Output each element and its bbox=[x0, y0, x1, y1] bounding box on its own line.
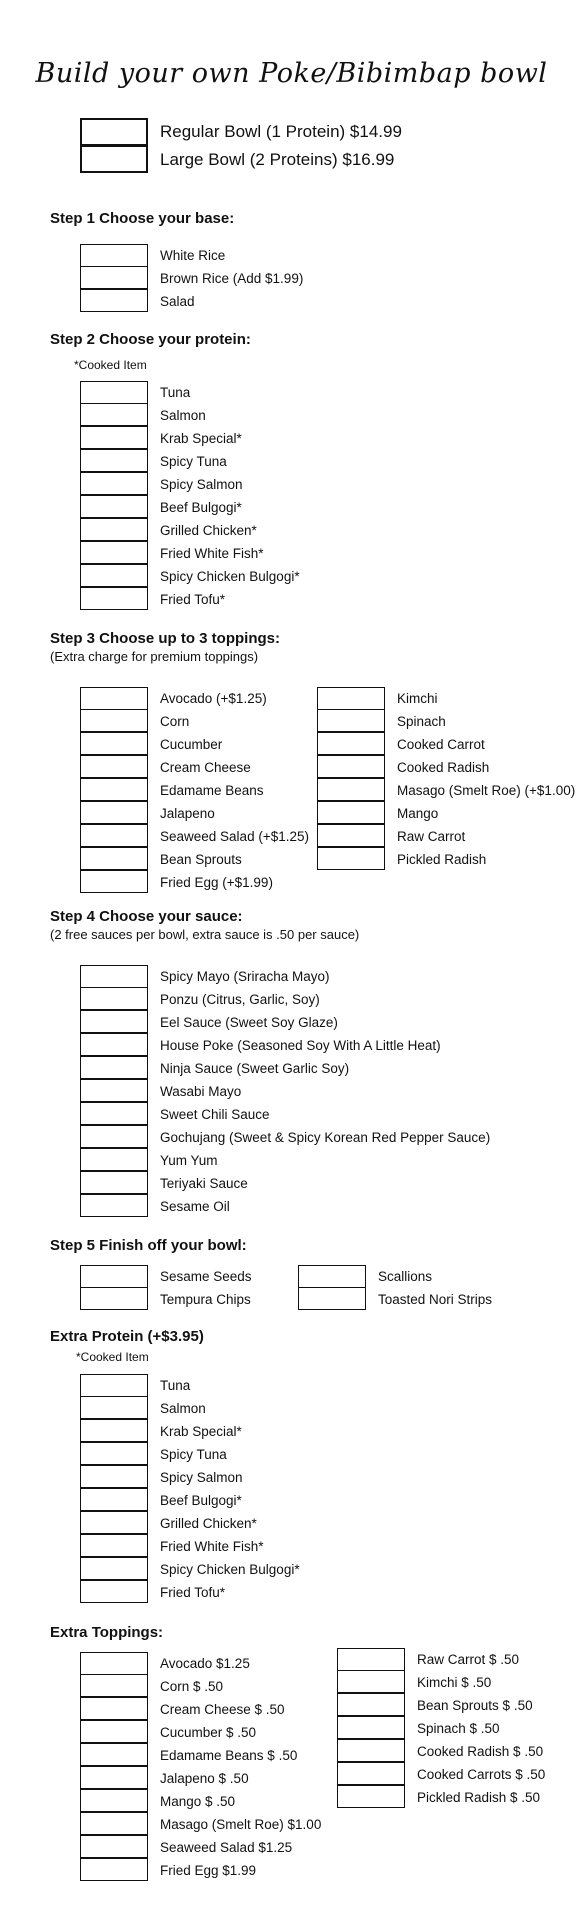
option-label: Jalapeno $ .50 bbox=[160, 1771, 249, 1786]
checkbox[interactable] bbox=[80, 289, 148, 312]
option-row[interactable] bbox=[80, 779, 309, 802]
option-label: Spicy Salmon bbox=[160, 477, 243, 492]
option-label: Krab Special* bbox=[160, 431, 242, 446]
option-label: Fried White Fish* bbox=[160, 546, 264, 561]
checkbox[interactable] bbox=[80, 1812, 148, 1835]
checkbox[interactable] bbox=[80, 145, 148, 173]
option-label: Sesame Seeds bbox=[160, 1269, 252, 1284]
option-row[interactable] bbox=[298, 1265, 492, 1288]
option-label: Beef Bulgogi* bbox=[160, 500, 242, 515]
option-row[interactable] bbox=[80, 1512, 300, 1535]
option-row[interactable] bbox=[80, 473, 300, 496]
checkbox[interactable] bbox=[80, 449, 148, 472]
extra-toppings-heading: Extra Toppings: bbox=[50, 1624, 164, 1641]
checkbox[interactable] bbox=[317, 709, 385, 732]
checkbox[interactable] bbox=[80, 870, 148, 893]
extra-protein-note: *Cooked Item bbox=[76, 1350, 149, 1364]
bowl-size-options bbox=[80, 118, 402, 174]
extra-toppings-left bbox=[80, 1652, 321, 1882]
checkbox[interactable] bbox=[298, 1287, 366, 1310]
option-label: Cooked Radish bbox=[397, 760, 490, 775]
checkbox[interactable] bbox=[337, 1762, 405, 1785]
option-label: Spicy Chicken Bulgogi* bbox=[160, 569, 300, 584]
option-row[interactable] bbox=[80, 519, 300, 542]
checkbox[interactable] bbox=[317, 824, 385, 847]
option-row[interactable] bbox=[337, 1694, 545, 1717]
option-row[interactable] bbox=[80, 1698, 321, 1721]
option-label: Salmon bbox=[160, 408, 206, 423]
option-row[interactable] bbox=[80, 1489, 300, 1512]
option-label: Pickled Radish $ .50 bbox=[417, 1790, 541, 1805]
option-label: Grilled Chicken* bbox=[160, 523, 257, 538]
option-row[interactable] bbox=[80, 496, 300, 519]
checkbox[interactable] bbox=[317, 755, 385, 778]
option-row[interactable] bbox=[80, 427, 300, 450]
checkbox[interactable] bbox=[80, 1652, 148, 1675]
checkbox[interactable] bbox=[337, 1648, 405, 1671]
extra-toppings-right bbox=[337, 1648, 545, 1809]
option-row[interactable] bbox=[80, 965, 490, 988]
step5-finish-left bbox=[80, 1265, 252, 1311]
option-label: Pickled Radish bbox=[397, 852, 487, 867]
checkbox[interactable] bbox=[80, 801, 148, 824]
option-row[interactable] bbox=[80, 1581, 300, 1604]
option-row[interactable] bbox=[80, 1172, 490, 1195]
option-label: Spicy Salmon bbox=[160, 1470, 243, 1485]
option-label: Brown Rice (Add $1.99) bbox=[160, 271, 304, 286]
option-row[interactable] bbox=[80, 1535, 300, 1558]
checkbox[interactable] bbox=[80, 709, 148, 732]
option-row[interactable] bbox=[298, 1288, 492, 1311]
option-row[interactable] bbox=[80, 687, 309, 710]
checkbox[interactable] bbox=[80, 1374, 148, 1397]
option-label: Tuna bbox=[160, 1378, 191, 1393]
option-row[interactable] bbox=[317, 687, 575, 710]
step5-heading: Step 5 Finish off your bowl: bbox=[50, 1237, 247, 1254]
checkbox[interactable] bbox=[80, 1194, 148, 1217]
checkbox[interactable] bbox=[317, 687, 385, 710]
checkbox[interactable] bbox=[80, 1674, 148, 1697]
checkbox[interactable] bbox=[80, 778, 148, 801]
option-label: Corn $ .50 bbox=[160, 1679, 224, 1694]
checkbox[interactable] bbox=[80, 1265, 148, 1288]
option-row[interactable] bbox=[80, 756, 309, 779]
checkbox[interactable] bbox=[80, 1419, 148, 1442]
option-label: Eel Sauce (Sweet Soy Glaze) bbox=[160, 1015, 338, 1030]
option-label: Tuna bbox=[160, 385, 191, 400]
option-row[interactable] bbox=[80, 733, 309, 756]
option-row[interactable] bbox=[337, 1717, 545, 1740]
option-label: Ponzu (Citrus, Garlic, Soy) bbox=[160, 992, 320, 1007]
option-label: Salmon bbox=[160, 1401, 206, 1416]
option-label: Kimchi bbox=[397, 691, 438, 706]
checkbox[interactable] bbox=[80, 381, 148, 404]
option-row[interactable] bbox=[80, 267, 303, 290]
option-label: Sweet Chili Sauce bbox=[160, 1107, 270, 1122]
option-row[interactable] bbox=[80, 988, 490, 1011]
option-row[interactable] bbox=[80, 802, 309, 825]
option-row[interactable] bbox=[337, 1648, 545, 1671]
checkbox[interactable] bbox=[80, 1835, 148, 1858]
checkbox[interactable] bbox=[317, 732, 385, 755]
option-label: Edamame Beans bbox=[160, 783, 264, 798]
option-row[interactable] bbox=[80, 542, 300, 565]
option-label: Cream Cheese bbox=[160, 760, 251, 775]
checkbox[interactable] bbox=[80, 1789, 148, 1812]
checkbox[interactable] bbox=[80, 1465, 148, 1488]
option-label: Avocado (+$1.25) bbox=[160, 691, 267, 706]
checkbox[interactable] bbox=[80, 687, 148, 710]
option-row[interactable] bbox=[337, 1786, 545, 1809]
option-row[interactable] bbox=[317, 802, 575, 825]
option-label: Edamame Beans $ .50 bbox=[160, 1748, 298, 1763]
step3-toppings-right bbox=[317, 687, 575, 871]
option-label: Spinach bbox=[397, 714, 446, 729]
option-row[interactable] bbox=[317, 733, 575, 756]
option-label: Cooked Carrots $ .50 bbox=[417, 1767, 546, 1782]
size-option[interactable] bbox=[80, 118, 402, 146]
option-label: Kimchi $ .50 bbox=[417, 1675, 492, 1690]
option-label: Raw Carrot bbox=[397, 829, 466, 844]
option-label: Seaweed Salad (+$1.25) bbox=[160, 829, 309, 844]
step3-toppings-left bbox=[80, 687, 309, 894]
step3-heading: Step 3 Choose up to 3 toppings: bbox=[50, 630, 280, 647]
checkbox[interactable] bbox=[80, 541, 148, 564]
option-row[interactable] bbox=[80, 588, 300, 611]
checkbox[interactable] bbox=[80, 1766, 148, 1789]
option-label: Scallions bbox=[378, 1269, 433, 1284]
option-label: Beef Bulgogi* bbox=[160, 1493, 242, 1508]
option-row[interactable] bbox=[80, 244, 303, 267]
option-label: Jalapeno bbox=[160, 806, 215, 821]
option-label: House Poke (Seasoned Soy With A Little Heat) bbox=[160, 1038, 441, 1053]
option-label: Ninja Sauce (Sweet Garlic Soy) bbox=[160, 1061, 350, 1076]
checkbox[interactable] bbox=[80, 755, 148, 778]
checkbox[interactable] bbox=[337, 1739, 405, 1762]
option-row[interactable] bbox=[80, 1374, 300, 1397]
option-label: Corn bbox=[160, 714, 190, 729]
checkbox[interactable] bbox=[298, 1265, 366, 1288]
step1-heading: Step 1 Choose your base: bbox=[50, 210, 235, 227]
option-label: Teriyaki Sauce bbox=[160, 1176, 248, 1191]
checkbox[interactable] bbox=[337, 1785, 405, 1808]
option-label: Mango bbox=[397, 806, 439, 821]
option-label: Mango $ .50 bbox=[160, 1794, 236, 1809]
checkbox[interactable] bbox=[80, 1488, 148, 1511]
option-row[interactable] bbox=[80, 1813, 321, 1836]
checkbox[interactable] bbox=[80, 1396, 148, 1419]
option-label: Toasted Nori Strips bbox=[378, 1292, 493, 1307]
option-row[interactable] bbox=[80, 710, 309, 733]
option-label: Fried Tofu* bbox=[160, 592, 226, 607]
checkbox[interactable] bbox=[80, 847, 148, 870]
option-row[interactable] bbox=[80, 1057, 490, 1080]
option-label: Fried Egg $1.99 bbox=[160, 1863, 257, 1878]
option-row[interactable] bbox=[80, 1195, 490, 1218]
option-label: Grilled Chicken* bbox=[160, 1516, 257, 1531]
step3-subtitle: (Extra charge for premium toppings) bbox=[50, 649, 259, 664]
option-row[interactable] bbox=[80, 1034, 490, 1057]
option-row[interactable] bbox=[80, 1836, 321, 1859]
checkbox[interactable] bbox=[80, 824, 148, 847]
option-label: Cooked Radish $ .50 bbox=[417, 1744, 544, 1759]
option-label: Sesame Oil bbox=[160, 1199, 230, 1214]
option-label: Avocado $1.25 bbox=[160, 1656, 250, 1671]
option-row[interactable] bbox=[80, 1675, 321, 1698]
option-row[interactable] bbox=[80, 1652, 321, 1675]
size-label: Large Bowl (2 Proteins) $16.99 bbox=[160, 150, 395, 169]
option-row[interactable] bbox=[80, 848, 309, 871]
checkbox[interactable] bbox=[80, 1033, 148, 1056]
checkbox[interactable] bbox=[80, 1442, 148, 1465]
step5-finish-right bbox=[298, 1265, 492, 1311]
option-label: Bean Sprouts $ .50 bbox=[417, 1698, 533, 1713]
option-row[interactable] bbox=[317, 710, 575, 733]
option-label: Spicy Tuna bbox=[160, 454, 227, 469]
option-label: Seaweed Salad $1.25 bbox=[160, 1840, 293, 1855]
checkbox[interactable] bbox=[337, 1670, 405, 1693]
option-label: Fried White Fish* bbox=[160, 1539, 264, 1554]
option-label: Fried Egg (+$1.99) bbox=[160, 875, 273, 890]
checkbox[interactable] bbox=[80, 1743, 148, 1766]
checkbox[interactable] bbox=[80, 1010, 148, 1033]
checkbox[interactable] bbox=[80, 403, 148, 426]
option-label: Raw Carrot $ .50 bbox=[417, 1652, 520, 1667]
checkbox[interactable] bbox=[80, 564, 148, 587]
option-label: Spicy Tuna bbox=[160, 1447, 227, 1462]
checkbox[interactable] bbox=[80, 1079, 148, 1102]
option-row[interactable] bbox=[80, 1558, 300, 1581]
option-row[interactable] bbox=[80, 871, 309, 894]
option-row[interactable] bbox=[317, 779, 575, 802]
option-row[interactable] bbox=[80, 404, 300, 427]
option-label: Cooked Carrot bbox=[397, 737, 485, 752]
checkbox[interactable] bbox=[80, 495, 148, 518]
option-row[interactable] bbox=[80, 1149, 490, 1172]
step2-heading: Step 2 Choose your protein: bbox=[50, 331, 251, 348]
option-label: Cucumber $ .50 bbox=[160, 1725, 257, 1740]
checkbox[interactable] bbox=[80, 266, 148, 289]
size-option[interactable] bbox=[80, 146, 402, 174]
checkbox[interactable] bbox=[80, 118, 148, 146]
checkbox[interactable] bbox=[80, 1287, 148, 1310]
option-label: Cream Cheese $ .50 bbox=[160, 1702, 285, 1717]
checkbox[interactable] bbox=[317, 847, 385, 870]
option-row[interactable] bbox=[80, 1288, 252, 1311]
checkbox[interactable] bbox=[80, 518, 148, 541]
option-row[interactable] bbox=[337, 1671, 545, 1694]
option-label: Krab Special* bbox=[160, 1424, 242, 1439]
checkbox[interactable] bbox=[317, 778, 385, 801]
checkbox[interactable] bbox=[80, 1125, 148, 1148]
option-label: Masago (Smelt Roe) (+$1.00) bbox=[397, 783, 576, 798]
option-row[interactable] bbox=[317, 825, 575, 848]
checkbox[interactable] bbox=[337, 1716, 405, 1739]
step4-subtitle: (2 free sauces per bowl, extra sauce is .50 per sauce) bbox=[50, 927, 360, 942]
checkbox[interactable] bbox=[80, 244, 148, 267]
checkbox[interactable] bbox=[80, 732, 148, 755]
checkbox[interactable] bbox=[317, 801, 385, 824]
option-row[interactable] bbox=[80, 1420, 300, 1443]
option-row[interactable] bbox=[80, 565, 300, 588]
size-label: Regular Bowl (1 Protein) $14.99 bbox=[160, 122, 402, 141]
checkbox[interactable] bbox=[80, 1720, 148, 1743]
extra-protein-list bbox=[80, 1374, 300, 1604]
option-row[interactable] bbox=[80, 1443, 300, 1466]
step2-protein-list bbox=[80, 381, 300, 611]
option-row[interactable] bbox=[80, 1466, 300, 1489]
option-label: Spinach $ .50 bbox=[417, 1721, 500, 1736]
option-label: Spicy Mayo (Sriracha Mayo) bbox=[160, 969, 330, 984]
checkbox[interactable] bbox=[80, 965, 148, 988]
checkbox[interactable] bbox=[80, 1580, 148, 1603]
option-row[interactable] bbox=[80, 290, 303, 313]
option-row[interactable] bbox=[80, 1011, 490, 1034]
option-label: Wasabi Mayo bbox=[160, 1084, 242, 1099]
option-row[interactable] bbox=[337, 1740, 545, 1763]
checkbox[interactable] bbox=[80, 1148, 148, 1171]
checkbox[interactable] bbox=[80, 1858, 148, 1881]
option-label: White Rice bbox=[160, 248, 226, 263]
checkbox[interactable] bbox=[80, 587, 148, 610]
checkbox[interactable] bbox=[80, 987, 148, 1010]
option-row[interactable] bbox=[80, 1767, 321, 1790]
option-row[interactable] bbox=[337, 1763, 545, 1786]
extra-protein-heading: Extra Protein (+$3.95) bbox=[50, 1328, 204, 1345]
option-row[interactable] bbox=[317, 756, 575, 779]
checkbox[interactable] bbox=[80, 1511, 148, 1534]
option-label: Yum Yum bbox=[160, 1153, 218, 1168]
checkbox[interactable] bbox=[337, 1693, 405, 1716]
step4-sauce-list bbox=[80, 965, 490, 1218]
page-title: Build your own Poke/Bibimbap bowl bbox=[35, 58, 548, 89]
checkbox[interactable] bbox=[80, 1534, 148, 1557]
option-row[interactable] bbox=[80, 1265, 252, 1288]
checkbox[interactable] bbox=[80, 1056, 148, 1079]
option-row[interactable] bbox=[80, 1859, 321, 1882]
option-label: Bean Sprouts bbox=[160, 852, 242, 867]
option-label: Salad bbox=[160, 294, 195, 309]
option-label: Spicy Chicken Bulgogi* bbox=[160, 1562, 300, 1577]
checkbox[interactable] bbox=[80, 426, 148, 449]
option-label: Gochujang (Sweet & Spicy Korean Red Pepper Sauce) bbox=[160, 1130, 491, 1145]
option-label: Tempura Chips bbox=[160, 1292, 251, 1307]
option-row[interactable] bbox=[80, 1790, 321, 1813]
step2-note: *Cooked Item bbox=[74, 358, 147, 372]
checkbox[interactable] bbox=[80, 1102, 148, 1125]
option-row[interactable] bbox=[317, 848, 575, 871]
step4-heading: Step 4 Choose your sauce: bbox=[50, 908, 243, 925]
option-row[interactable] bbox=[80, 1721, 321, 1744]
option-label: Fried Tofu* bbox=[160, 1585, 226, 1600]
checkbox[interactable] bbox=[80, 1557, 148, 1580]
option-row[interactable] bbox=[80, 1397, 300, 1420]
checkbox[interactable] bbox=[80, 472, 148, 495]
option-row[interactable] bbox=[80, 1080, 490, 1103]
option-row[interactable] bbox=[80, 450, 300, 473]
option-row[interactable] bbox=[80, 1126, 490, 1149]
checkbox[interactable] bbox=[80, 1171, 148, 1194]
checkbox[interactable] bbox=[80, 1697, 148, 1720]
option-row[interactable] bbox=[80, 1744, 321, 1767]
option-label: Masago (Smelt Roe) $1.00 bbox=[160, 1817, 322, 1832]
option-row[interactable] bbox=[80, 381, 300, 404]
option-row[interactable] bbox=[80, 1103, 490, 1126]
step1-base-list bbox=[80, 244, 303, 313]
option-row[interactable] bbox=[80, 825, 309, 848]
option-label: Cucumber bbox=[160, 737, 223, 752]
